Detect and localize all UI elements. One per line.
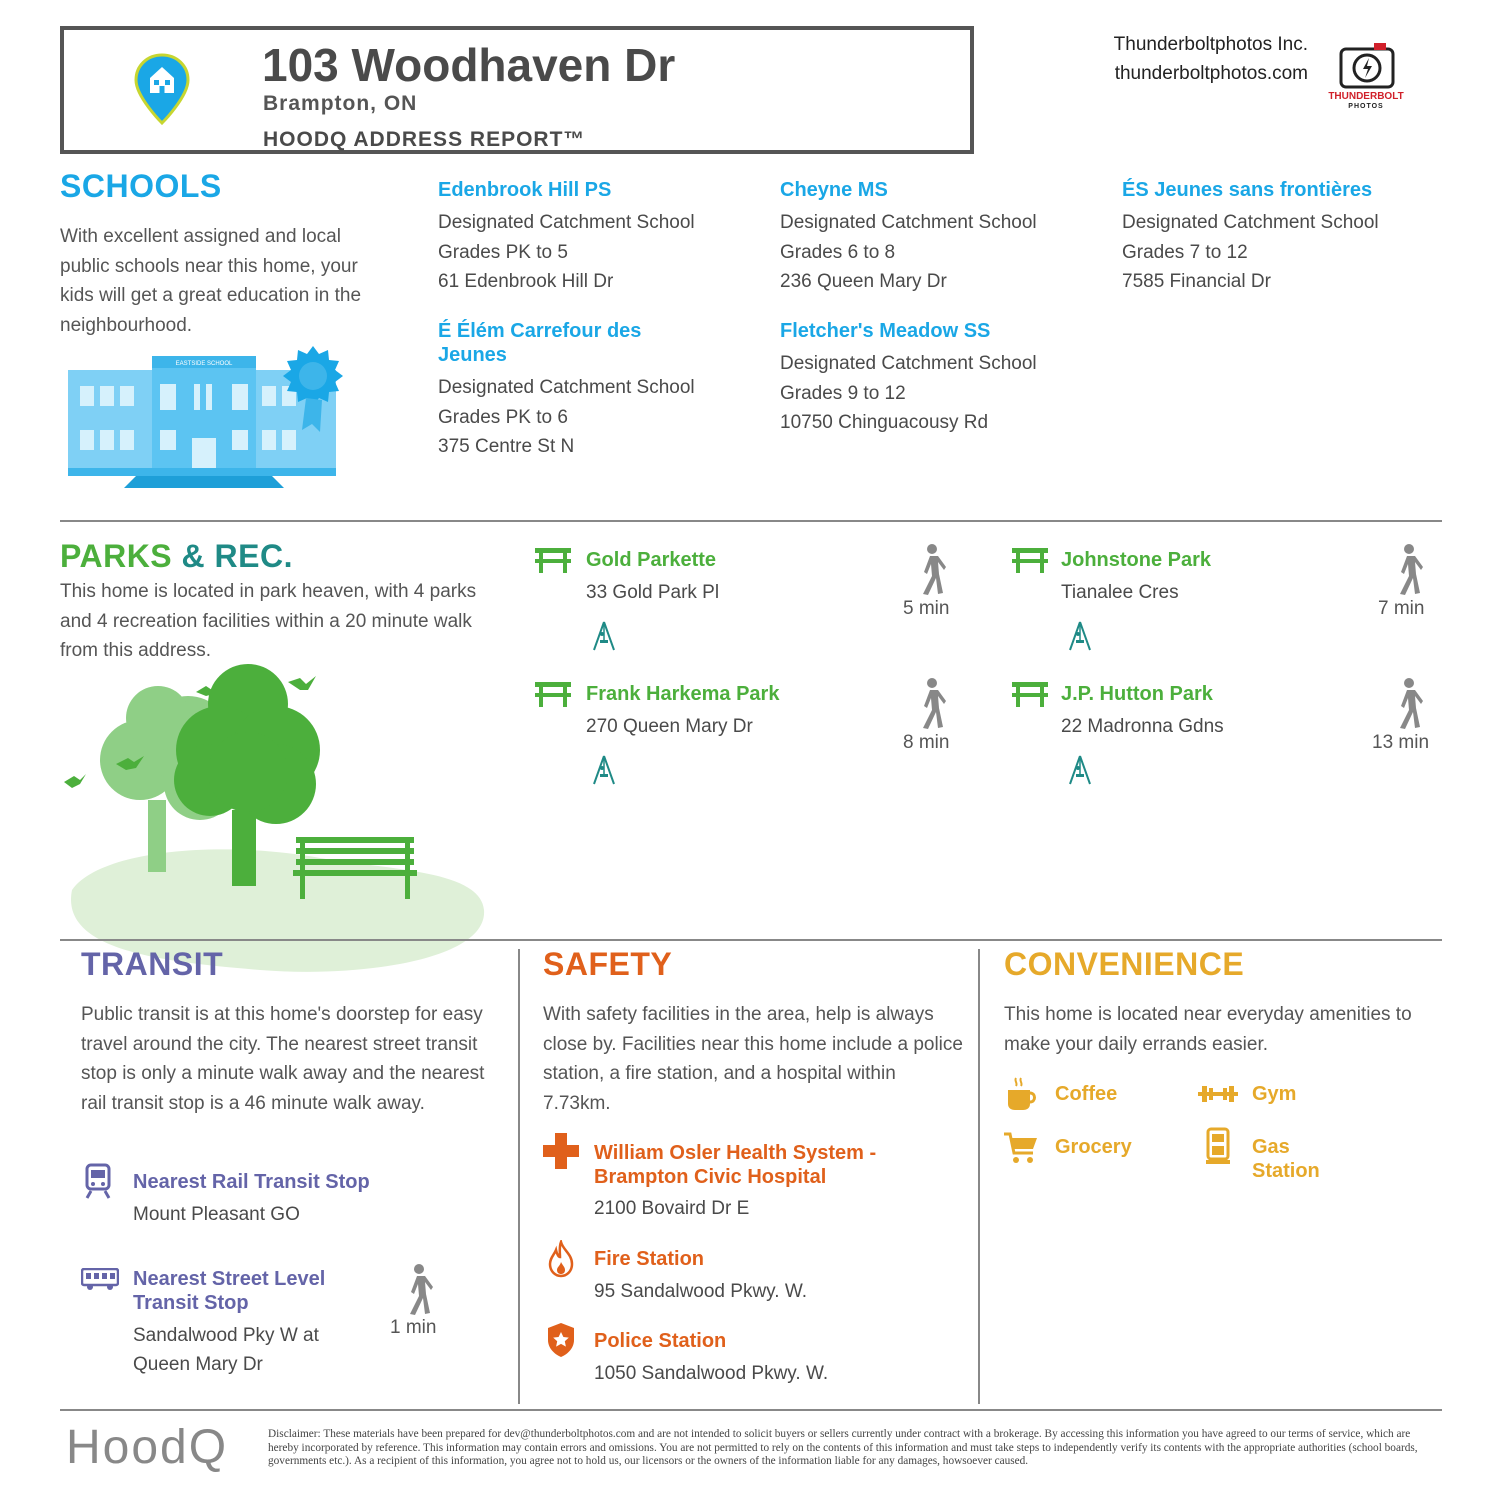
logo-subtext: PHOTOS [1348,103,1384,110]
playground-swing-icon [1067,620,1093,652]
transit-description: Public transit is at this home's doorstep for easy travel around the city. The nearest street transit stop is only a minute walk away and the nearest rail transit stop is a 46 minute walk away. [81,1004,485,1114]
school-type: Designated Catchment School [1122,212,1379,233]
school-type: Designated Catchment School [438,212,695,233]
walking-person-icon [1390,544,1424,596]
parks-title-b: & REC. [181,538,293,574]
property-address: 103 Woodhaven Dr [262,39,676,91]
school-grades: Grades 7 to 12 [1122,241,1248,263]
school-type: Designated Catchment School [780,212,1037,233]
school-address: 61 Edenbrook Hill Dr [438,271,614,292]
school-name[interactable]: Cheyne MS [780,179,888,201]
school-type: Designated Catchment School [780,353,1037,374]
bus-icon [81,1268,119,1290]
divider [60,520,1442,522]
school-name[interactable]: É Élém Carrefour des Jeunes [438,320,642,366]
location-pin-icon [134,53,190,125]
school-address: 10750 Chinguacousy Rd [780,412,989,433]
gym-dumbbell-icon [1198,1084,1238,1104]
park-name[interactable]: J.P. Hutton Park [1061,683,1213,705]
school-name[interactable]: Fletcher's Meadow SS [780,320,991,342]
picnic-table-icon [535,682,571,708]
walk-time: 13 min [1372,732,1430,753]
school-grades: Grades PK to 6 [438,406,568,428]
coffee-cup-icon [1006,1076,1036,1112]
disclaimer-text: Disclaimer: These materials have been prepared for dev@thunderboltphotos.com and are not intended to solicit buyers or sellers currently under contract with a brokerage. By accessing this information you have agreed to our terms of service, which are hereby incorporated by reference. This information may contain errors and omissions. You are not permitted to rely on the contents of this information and must take steps to independently verify its contents with the appropriate authorities (school boards, governments etc.). As a recipient of this information, you agree not to hold us, our licensors or the owners of the information liable for any damages, howsoever caused. [268,1428,1418,1468]
walking-person-icon [913,678,947,730]
divider-vertical [518,949,520,1404]
picnic-table-icon [1012,548,1048,574]
street-stop-name-line2[interactable]: Queen Mary Dr [133,1354,263,1375]
school-address: 7585 Financial Dr [1122,271,1271,292]
school-grades: Grades PK to 5 [438,241,568,263]
transit-title: TRANSIT [81,946,224,982]
gym-label[interactable]: Gym [1252,1083,1297,1105]
school-name[interactable]: ÉS Jeunes sans frontières [1122,179,1373,201]
park-address: 33 Gold Park Pl [586,582,720,603]
police-station-address: 1050 Sandalwood Pkwy. W. [594,1363,829,1384]
divider [60,1409,1442,1411]
school-entry [780,319,1100,438]
school-address: 236 Queen Mary Dr [780,271,947,292]
parks-description: This home is located in park heaven, with 4 parks and 4 recreation facilities within a 20 minute walk from this address. [60,581,477,661]
train-icon [85,1163,111,1199]
parks-title-a: PARKS [60,538,173,574]
school-building-illustration [66,344,360,488]
playground-swing-icon [1067,754,1093,786]
walking-person-icon [400,1264,434,1316]
park-illustration [60,660,490,976]
hospital-cross-icon [543,1133,579,1169]
school-sign-text: EASTSIDE SCHOOL [175,361,233,367]
school-entry [1122,178,1442,297]
park-name[interactable]: Frank Harkema Park [586,683,780,705]
rail-stop-name[interactable]: Mount Pleasant GO [133,1204,300,1225]
convenience-title: CONVENIENCE [1004,946,1245,982]
fire-station-name[interactable]: Fire Station [594,1248,705,1270]
report-title: HOODQ ADDRESS REPORT™ [263,128,586,151]
walking-person-icon [913,544,947,596]
park-name[interactable]: Johnstone Park [1061,549,1212,571]
logo-text: THUNDERBOLT [1328,91,1404,102]
camera-logo-icon [1338,40,1396,90]
park-entry [1012,680,1442,800]
grocery-cart-icon [1003,1131,1039,1165]
coffee-label[interactable]: Coffee [1055,1083,1118,1105]
school-grades: Grades 6 to 8 [780,241,896,263]
grocery-label[interactable]: Grocery [1055,1136,1132,1158]
street-stop-label: Nearest Street Level Transit Stop [133,1268,326,1314]
picnic-table-icon [535,548,571,574]
safety-description: With safety facilities in the area, help is always close by. Facilities near this home include a police station, a fire station, and a hospital within 7.73km. [543,1004,963,1114]
schools-description: With excellent assigned and local public schools near this home, your kids will get a great education in the neighbourhood. [60,226,362,336]
walking-person-icon [1390,678,1424,730]
park-entry [1012,546,1442,666]
walk-time: 5 min [903,598,950,619]
hospital-address: 2100 Bovaird Dr E [594,1198,750,1219]
hoodq-logo: HoodQ [66,1421,229,1474]
divider-vertical [978,949,980,1404]
school-entry [780,178,1100,297]
park-entry [535,680,965,800]
school-name[interactable]: Edenbrook Hill PS [438,179,612,201]
police-badge-icon [547,1322,575,1358]
park-address: Tianalee Cres [1061,582,1179,603]
school-entry [438,319,695,462]
parks-title [60,538,293,575]
park-address: 270 Queen Mary Dr [586,716,753,737]
walk-time: 8 min [903,732,950,753]
safety-title: SAFETY [543,946,673,982]
park-name[interactable]: Gold Parkette [586,549,717,571]
picnic-table-icon [1012,682,1048,708]
schools-title: SCHOOLS [60,168,222,204]
street-stop-name-line1[interactable]: Sandalwood Pky W at [133,1325,319,1346]
school-grades: Grades 9 to 12 [780,382,906,404]
park-entry [535,546,965,666]
brand-name: Thunderboltphotos Inc. [1113,34,1308,55]
school-entry [438,178,758,297]
police-station-name[interactable]: Police Station [594,1330,727,1352]
park-address: 22 Madronna Gdns [1061,716,1224,737]
brand-url[interactable]: thunderboltphotos.com [1114,63,1308,84]
walk-time: 7 min [1378,598,1425,619]
walk-time: 1 min [390,1317,437,1338]
fire-icon [548,1240,574,1278]
property-city: Brampton, ON [263,92,418,115]
gas-station-icon [1206,1127,1232,1165]
hospital-name[interactable]: William Osler Health System - Brampton Civic Hospital [594,1142,877,1188]
school-address: 375 Centre St N [438,436,575,457]
playground-swing-icon [591,754,617,786]
gas-station-label[interactable]: Gas Station [1252,1136,1320,1182]
school-type: Designated Catchment School [438,377,695,398]
divider [60,939,1442,941]
playground-swing-icon [591,620,617,652]
rail-stop-label: Nearest Rail Transit Stop [133,1171,370,1193]
convenience-description: This home is located near everyday amenities to make your daily errands easier. [1004,1004,1412,1055]
fire-station-address: 95 Sandalwood Pkwy. W. [594,1281,807,1302]
